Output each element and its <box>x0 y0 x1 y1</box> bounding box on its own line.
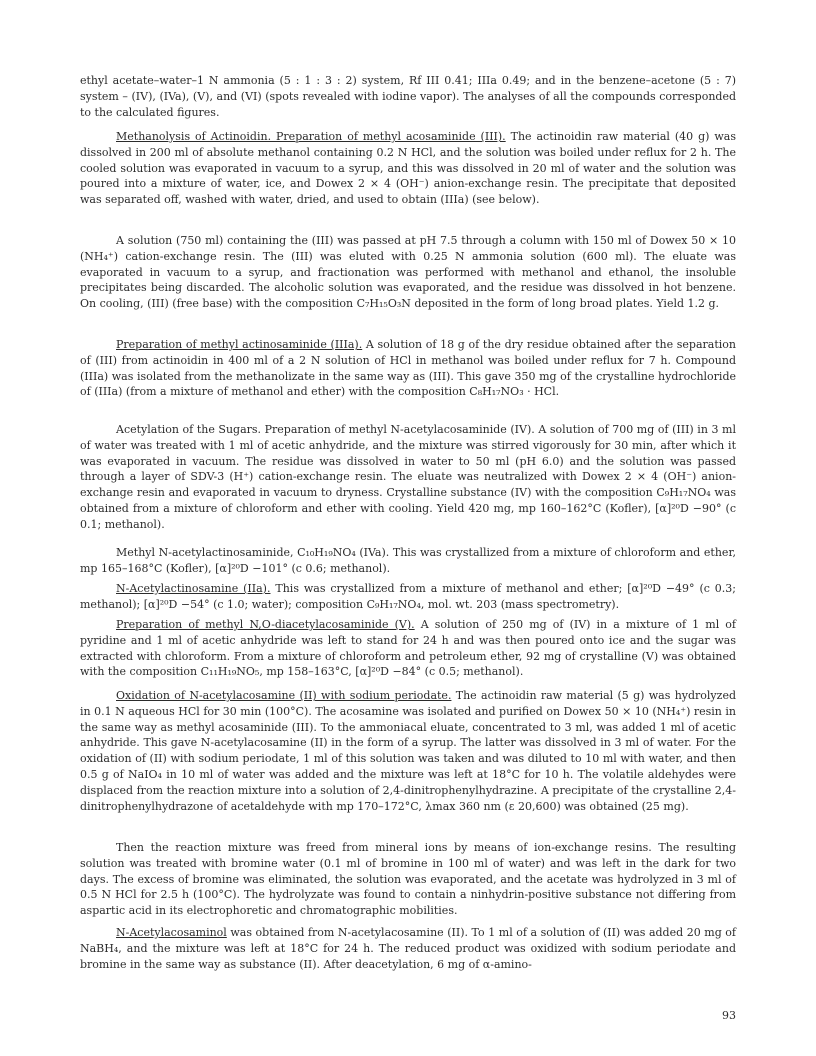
paragraph-elution: A solution (750 ml) containing the (III) was passed at pH 7.5 through a column with 150 ml of Dowex 50 × 10 (NH₄⁺) cation-exchange resin. The (III) was eluted with 0.25 N ammonia solution (600 ml). The eluate was evaporated in vacuum to a syrup, and fractionation was performed with methanol and ethanol, the insoluble precipitates being discarded. The alcoholic solution was evaporated, and the residue was dissolved in hot benzene. On cooling, (III) (free base) with the composition C₇H₁₅O₃N deposited in the form of long broad plates. Yield 1.2 g. <box>80 234 736 311</box>
page-number: 93 <box>722 1009 736 1022</box>
section-heading: N-Acetylactinosamine (IIa). <box>116 582 271 595</box>
paragraph-diacetyl: Preparation of methyl N,O-diacetylacosaminide (V). A solution of 250 mg of (IV) in a mixture of 1 ml of pyridine and 1 ml of acetic anhydride was left to stand for 24 h and was then poured onto ice and the sugar was extracted with chloroform. From a mixture of chloroform and petroleum ether, 92 mg of crystalline (V) was obtained with the composition C₁₁H₁₉NO₅, mp 158–163°C, [α]²⁰D −84° (c 0.5; methanol). <box>80 618 737 679</box>
paragraph-bromine: Then the reaction mixture was freed from mineral ions by means of ion-exchange resins. The resulting solution was treated with bromine water (0.1 ml of bromine in 100 ml of water) and was left in the dark for two days. The excess of bromine was eliminated, the solution was evaporated, and the acetate was hydrolyzed in 3 ml of 0.5 N HCl for 2.5 h (100°C). The hydrolyzate was found to contain a ninhydrin-positive substance not differing from aspartic acid in its electrophoretic and chromatographic mobilities. <box>80 841 736 918</box>
paragraph-IVa: Methyl N-acetylactinosaminide, C₁₀H₁₉NO₄ (IVa). This was crystallized from a mixture of chloroform and ether, mp 165–168°C (Kofler), [α]²⁰D −101° (c 0.6; methanol). <box>80 546 736 575</box>
paragraph-1: ethyl acetate–water–1 N ammonia (5 : 1 : 3 : 2) system, Rf III 0.41; IIIa 0.49; and in the benzene–acetone (5 : 7) system – (IV), (IVa), (V), and (VI) (spots revealed with iodine vapor). The analyses of all the compounds corresponded to the calculated figures. <box>80 74 736 119</box>
section-heading: Oxidation of N-acetylacosamine (II) with sodium periodate. <box>116 689 452 702</box>
paragraph-actinosaminide: Preparation of methyl actinosaminide (IIIa). A solution of 18 g of the dry residue obtained after the separation of (III) from actinoidin in 400 ml of a 2 N solution of HCl in methanol was boiled under reflux for 7 h. Compound (IIIa) was isolated from the methanolizate in the same way as (III). This gave 350 mg of the crystalline hydrochloride of (IIIa) (from a mixture of methanol and ether) with the composition C₈H₁₇NO₃ · HCl. <box>80 338 736 399</box>
section-heading: N-Acetylacosaminol <box>116 926 227 939</box>
paragraph-IIa: N-Acetylactinosamine (IIa). This was crystallized from a mixture of methanol and ether; [α]²⁰D −49° (c 0.3; methanol); [α]²⁰D −54° (c 1.0; water); composition C₉H₁₇NO₄, mol. wt. 203 (mass spectrometry). <box>80 582 737 611</box>
section-heading: Preparation of methyl actinosaminide (IIIa). <box>116 338 363 351</box>
section-heading: Methanolysis of Actinoidin. Preparation of methyl acosaminide (III). <box>116 130 506 143</box>
paragraph-acosaminol: N-Acetylacosaminol was obtained from N-acetylacosamine (II). To 1 ml of a solution of (II) was added 20 mg of NaBH₄, and the mixture was left at 18°C for 24 h. The reduced product was oxidized with sodium periodate and bromine in the same way as substance (II). After deacetylation, 6 mg of α-amino- <box>80 926 736 971</box>
paragraph-acetylation: Acetylation of the Sugars. Preparation of methyl N-acetylacosaminide (IV). A solution of 700 mg of (III) in 3 ml of water was treated with 1 ml of acetic anhydride, and the mixture was stirred vigorously for 30 min, after which it was evaporated in vacuum. The residue was dissolved in water to 50 ml (pH 6.0) and the solution was passed through a layer of SDV-3 (H⁺) cation-exchange resin. The eluate was neutralized with Dowex 2 × 4 (OH⁻) anion-exchange resin and evaporated in vacuum to dryness. Crystalline substance (IV) with the composition C₉H₁₇NO₄ was obtained from a mixture of chloroform and ether with cooling. Yield 420 mg, mp 160–162°C (Kofler), [α]²⁰D −90° (c 0.1; methanol). <box>80 423 736 531</box>
section-heading: Preparation of methyl N,O-diacetylacosaminide (V). <box>116 618 415 631</box>
paragraph-methanolysis: Methanolysis of Actinoidin. Preparation of methyl acosaminide (III). The actinoidin raw material (40 g) was dissolved in 200 ml of absolute methanol containing 0.2 N HCl, and the solution was boiled under reflux for 2 h. The cooled solution was evaporated in vacuum to a syrup, and this was dissolved in 20 ml of water and the solution was poured into a mixture of water, ice, and Dowex 2 × 4 (OH⁻) anion-exchange resin. The precipitate that deposited was separated off, washed with water, dried, and used to obtain (IIIa) (see below). <box>80 130 736 207</box>
paragraph-oxidation: Oxidation of N-acetylacosamine (II) with sodium periodate. The actinoidin raw material (5 g) was hydrolyzed in 0.1 N aqueous HCl for 30 min (100°C). The acosamine was isolated and purified on Dowex 50 × 10 (NH₄⁺) resin in the same way as methyl acosaminide (III). To the ammoniacal eluate, concentrated to 3 ml, was added 1 ml of acetic anhydride. This gave N-acetylacosamine (II) in the form of a syrup. The latter was dissolved in 3 ml of water. For the oxidation of (II) with sodium periodate, 1 ml of this solution was taken and was diluted to 10 ml with water, and then 0.5 g of NaIO₄ in 10 ml of water was added and the mixture was left at 18°C for 10 h. The volatile aldehydes were displaced from the reaction mixture into a solution of 2,4-dinitrophenylhydrazine. A precipitate of the crystalline 2,4-dinitrophenylhydrazone of acetaldehyde with mp 170–172°C, λmax 360 nm (ε 20,600) was obtained (25 mg). <box>80 689 736 813</box>
